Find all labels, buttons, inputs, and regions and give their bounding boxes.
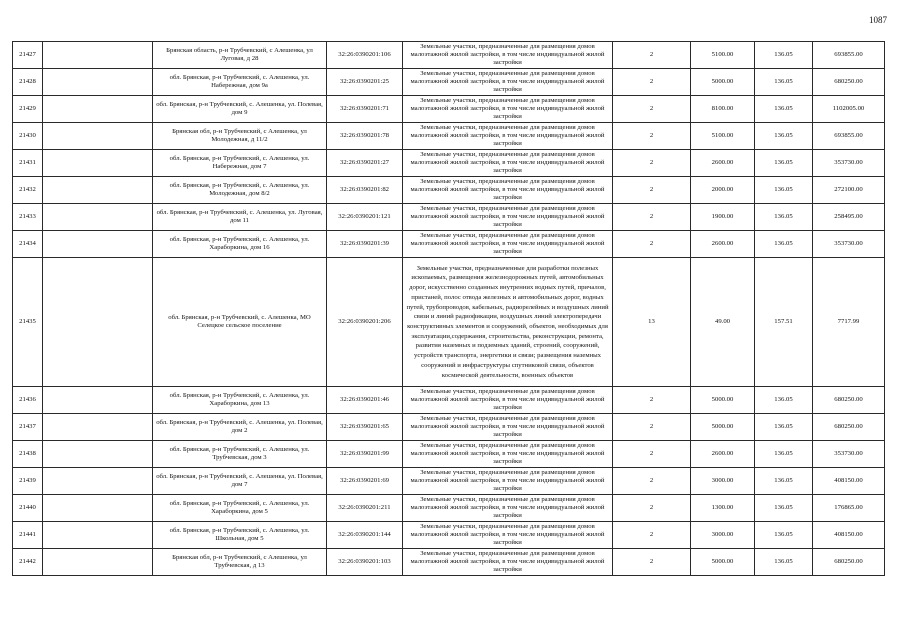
record-id-cell: 21427: [13, 42, 43, 69]
table-row: [13, 69, 885, 96]
address-cell: обл. Брянская, р-н Трубчевский, с. Алешенка, ул. Трубчевская, дом 3: [153, 441, 327, 468]
cadastral-number-cell: 32:26:0390201:25: [327, 69, 403, 96]
table-row: [13, 123, 885, 150]
cadastral-value-cell: 693855.00: [813, 123, 885, 150]
area-cell: 2600.00: [691, 231, 755, 258]
use-group-cell: 2: [613, 177, 691, 204]
address-cell: обл. Брянская, р-н Трубчевский, с. Алешенка, ул. Полевая, дом 7: [153, 468, 327, 495]
use-group-cell: 2: [613, 468, 691, 495]
blank-cell: [43, 42, 153, 69]
address-cell: Брянская область, р-н Трубчевский, с Алешенка, ул Луговая, д 28: [153, 42, 327, 69]
area-cell: 5000.00: [691, 549, 755, 576]
cadastral-value-cell: 7717.99: [813, 258, 885, 387]
cadastral-value-cell: 353730.00: [813, 150, 885, 177]
record-id-cell: 21438: [13, 441, 43, 468]
table-row: [13, 204, 885, 231]
blank-cell: [43, 96, 153, 123]
table-row: [13, 96, 885, 123]
land-use-cell: Земельные участки, предназначенные для размещения домов малоэтажной жилой застройки, в том числе индивидуальной жилой застройки: [403, 387, 613, 414]
address-cell: обл. Брянская, р-н Трубчевский, с. Алешенка, ул. Хараборкина, дом 5: [153, 495, 327, 522]
specific-value-cell: 136.05: [755, 522, 813, 549]
cadastral-value-cell: 1102005.00: [813, 96, 885, 123]
cadastral-registry-table: [12, 41, 885, 576]
use-group-cell: 2: [613, 522, 691, 549]
blank-cell: [43, 258, 153, 387]
cadastral-number-cell: 32:26:0390201:103: [327, 549, 403, 576]
cadastral-number-cell: 32:26:0390201:206: [327, 258, 403, 387]
address-cell: обл. Брянская, р-н Трубчевский, с. Алешенка, ул. Хараборкина, дом 13: [153, 387, 327, 414]
address-cell: Брянская обл, р-н Трубчевский, с Алешенка, ул Трубчевская, д 13: [153, 549, 327, 576]
record-id-cell: 21439: [13, 468, 43, 495]
use-group-cell: 2: [613, 96, 691, 123]
record-id-cell: 21432: [13, 177, 43, 204]
area-cell: 5100.00: [691, 42, 755, 69]
cadastral-value-cell: 272100.00: [813, 177, 885, 204]
table-row: [13, 414, 885, 441]
cadastral-value-cell: 353730.00: [813, 231, 885, 258]
use-group-cell: 2: [613, 387, 691, 414]
area-cell: 2600.00: [691, 150, 755, 177]
blank-cell: [43, 441, 153, 468]
use-group-cell: 2: [613, 549, 691, 576]
address-cell: обл. Брянская, р-н Трубчевский, с. Алешенка, ул. Полевая, дом 2: [153, 414, 327, 441]
use-group-cell: 2: [613, 495, 691, 522]
use-group-cell: 2: [613, 69, 691, 96]
specific-value-cell: 136.05: [755, 177, 813, 204]
specific-value-cell: 157.51: [755, 258, 813, 387]
table-body: [13, 42, 885, 576]
address-cell: обл. Брянская, р-н Трубчевский, с. Алешенка, МО Селецкое сельское поселение: [153, 258, 327, 387]
address-cell: обл. Брянская, р-н Трубчевский, с. Алешенка, ул. Полевая, дом 9: [153, 96, 327, 123]
cadastral-value-cell: 176865.00: [813, 495, 885, 522]
cadastral-number-cell: 32:26:0390201:78: [327, 123, 403, 150]
use-group-cell: 2: [613, 414, 691, 441]
record-id-cell: 21428: [13, 69, 43, 96]
record-id-cell: 21433: [13, 204, 43, 231]
cadastral-value-cell: 680250.00: [813, 414, 885, 441]
land-use-cell: Земельные участки, предназначенные для размещения домов малоэтажной жилой застройки, в том числе индивидуальной жилой застройки: [403, 42, 613, 69]
land-use-cell: Земельные участки, предназначенные для размещения домов малоэтажной жилой застройки, в том числе индивидуальной жилой застройки: [403, 414, 613, 441]
table-row: [13, 522, 885, 549]
area-cell: 5000.00: [691, 414, 755, 441]
cadastral-number-cell: 32:26:0390201:106: [327, 42, 403, 69]
cadastral-value-cell: 353730.00: [813, 441, 885, 468]
specific-value-cell: 136.05: [755, 414, 813, 441]
use-group-cell: 2: [613, 150, 691, 177]
blank-cell: [43, 204, 153, 231]
cadastral-number-cell: 32:26:0390201:82: [327, 177, 403, 204]
record-id-cell: 21442: [13, 549, 43, 576]
table-row: [13, 549, 885, 576]
area-cell: 3000.00: [691, 522, 755, 549]
cadastral-value-cell: 680250.00: [813, 387, 885, 414]
cadastral-value-cell: 258495.00: [813, 204, 885, 231]
cadastral-number-cell: 32:26:0390201:46: [327, 387, 403, 414]
address-cell: обл. Брянская, р-н Трубчевский, с. Алешенка, ул. Набережная, дом 7: [153, 150, 327, 177]
area-cell: 3000.00: [691, 468, 755, 495]
blank-cell: [43, 231, 153, 258]
use-group-cell: 2: [613, 42, 691, 69]
use-group-cell: 13: [613, 258, 691, 387]
address-cell: обл. Брянская, р-н Трубчевский, с. Алешенка, ул. Школьная, дом 5: [153, 522, 327, 549]
cadastral-number-cell: 32:26:0390201:71: [327, 96, 403, 123]
area-cell: 5000.00: [691, 387, 755, 414]
cadastral-value-cell: 680250.00: [813, 69, 885, 96]
land-use-cell: Земельные участки, предназначенные для размещения домов малоэтажной жилой застройки, в том числе индивидуальной жилой застройки: [403, 96, 613, 123]
address-cell: обл. Брянская, р-н Трубчевский, с. Алешенка, ул. Хараборкина, дом 16: [153, 231, 327, 258]
specific-value-cell: 136.05: [755, 42, 813, 69]
cadastral-number-cell: 32:26:0390201:65: [327, 414, 403, 441]
address-cell: обл. Брянская, р-н Трубчевский, с. Алешенка, ул. Набережная, дом 9а: [153, 69, 327, 96]
address-cell: обл. Брянская, р-н Трубчевский, с. Алешенка, ул. Молодежная, дом 8/2: [153, 177, 327, 204]
page-number: 1087: [869, 15, 887, 25]
cadastral-number-cell: 32:26:0390201:69: [327, 468, 403, 495]
use-group-cell: 2: [613, 231, 691, 258]
blank-cell: [43, 549, 153, 576]
area-cell: 8100.00: [691, 96, 755, 123]
record-id-cell: 21430: [13, 123, 43, 150]
land-use-cell: Земельные участки, предназначенные для размещения домов малоэтажной жилой застройки, в том числе индивидуальной жилой застройки: [403, 204, 613, 231]
cadastral-number-cell: 32:26:0390201:39: [327, 231, 403, 258]
blank-cell: [43, 177, 153, 204]
specific-value-cell: 136.05: [755, 96, 813, 123]
specific-value-cell: 136.05: [755, 123, 813, 150]
table-row: [13, 387, 885, 414]
use-group-cell: 2: [613, 123, 691, 150]
cadastral-value-cell: 680250.00: [813, 549, 885, 576]
land-use-cell: Земельные участки, предназначенные для размещения домов малоэтажной жилой застройки, в том числе индивидуальной жилой застройки: [403, 150, 613, 177]
blank-cell: [43, 69, 153, 96]
blank-cell: [43, 468, 153, 495]
cadastral-number-cell: 32:26:0390201:211: [327, 495, 403, 522]
cadastral-value-cell: 408150.00: [813, 522, 885, 549]
table-row: [13, 42, 885, 69]
record-id-cell: 21429: [13, 96, 43, 123]
blank-cell: [43, 522, 153, 549]
table-row: [13, 177, 885, 204]
land-use-cell: Земельные участки, предназначенные для размещения домов малоэтажной жилой застройки, в том числе индивидуальной жилой застройки: [403, 231, 613, 258]
record-id-cell: 21431: [13, 150, 43, 177]
land-use-cell: Земельные участки, предназначенные для разработки полезных ископаемых, размещения железнодорожных путей, автомобильных дорог, искусственно созданных внутренних водных путей, причалов, пристаней, полос отвода железных и автомобильных дорог, водных путей, трубопроводов, кабельных, радиорелейных и воздушных линий связи и линий радиофикации, воздушных линий электропередачи конструктивных элементов и сооружений, объектов, необходимых для эксплуатации,содержания, строительства, реконструкции, ремонта, развития наземных и подземных зданий, строений, сооружений, устройств транспорта, энергетики и связи; размещения наземных сооружений и инфраструктуры спутниковой связи, объектов космической деятельности, военных объектов: [403, 258, 613, 387]
use-group-cell: 2: [613, 204, 691, 231]
specific-value-cell: 136.05: [755, 468, 813, 495]
land-use-cell: Земельные участки, предназначенные для размещения домов малоэтажной жилой застройки, в том числе индивидуальной жилой застройки: [403, 177, 613, 204]
land-use-cell: Земельные участки, предназначенные для размещения домов малоэтажной жилой застройки, в том числе индивидуальной жилой застройки: [403, 549, 613, 576]
land-use-cell: Земельные участки, предназначенные для размещения домов малоэтажной жилой застройки, в том числе индивидуальной жилой застройки: [403, 123, 613, 150]
area-cell: 5100.00: [691, 123, 755, 150]
land-use-cell: Земельные участки, предназначенные для размещения домов малоэтажной жилой застройки, в том числе индивидуальной жилой застройки: [403, 441, 613, 468]
address-cell: обл. Брянская, р-н Трубчевский, с. Алешенка, ул. Луговая, дом 11: [153, 204, 327, 231]
area-cell: 2600.00: [691, 441, 755, 468]
specific-value-cell: 136.05: [755, 69, 813, 96]
record-id-cell: 21440: [13, 495, 43, 522]
table-row: [13, 495, 885, 522]
specific-value-cell: 136.05: [755, 495, 813, 522]
specific-value-cell: 136.05: [755, 231, 813, 258]
table-row: [13, 441, 885, 468]
record-id-cell: 21437: [13, 414, 43, 441]
record-id-cell: 21434: [13, 231, 43, 258]
cadastral-value-cell: 408150.00: [813, 468, 885, 495]
table-row: [13, 231, 885, 258]
table-row: [13, 468, 885, 495]
record-id-cell: 21435: [13, 258, 43, 387]
use-group-cell: 2: [613, 441, 691, 468]
cadastral-value-cell: 693855.00: [813, 42, 885, 69]
area-cell: 5000.00: [691, 69, 755, 96]
specific-value-cell: 136.05: [755, 549, 813, 576]
blank-cell: [43, 495, 153, 522]
blank-cell: [43, 150, 153, 177]
address-cell: Брянская обл, р-н Трубчевский, с Алешенка, ул Молодежная, д 11/2: [153, 123, 327, 150]
table-row: [13, 258, 885, 387]
table-row: [13, 150, 885, 177]
cadastral-number-cell: 32:26:0390201:144: [327, 522, 403, 549]
land-use-cell: Земельные участки, предназначенные для размещения домов малоэтажной жилой застройки, в том числе индивидуальной жилой застройки: [403, 522, 613, 549]
land-use-cell: Земельные участки, предназначенные для размещения домов малоэтажной жилой застройки, в том числе индивидуальной жилой застройки: [403, 69, 613, 96]
area-cell: 1300.00: [691, 495, 755, 522]
specific-value-cell: 136.05: [755, 441, 813, 468]
specific-value-cell: 136.05: [755, 387, 813, 414]
area-cell: 1900.00: [691, 204, 755, 231]
specific-value-cell: 136.05: [755, 204, 813, 231]
area-cell: 2000.00: [691, 177, 755, 204]
land-use-cell: Земельные участки, предназначенные для размещения домов малоэтажной жилой застройки, в том числе индивидуальной жилой застройки: [403, 468, 613, 495]
blank-cell: [43, 123, 153, 150]
land-use-cell: Земельные участки, предназначенные для размещения домов малоэтажной жилой застройки, в том числе индивидуальной жилой застройки: [403, 495, 613, 522]
record-id-cell: 21436: [13, 387, 43, 414]
record-id-cell: 21441: [13, 522, 43, 549]
cadastral-number-cell: 32:26:0390201:121: [327, 204, 403, 231]
cadastral-number-cell: 32:26:0390201:99: [327, 441, 403, 468]
blank-cell: [43, 387, 153, 414]
specific-value-cell: 136.05: [755, 150, 813, 177]
area-cell: 49.00: [691, 258, 755, 387]
cadastral-number-cell: 32:26:0390201:27: [327, 150, 403, 177]
blank-cell: [43, 414, 153, 441]
